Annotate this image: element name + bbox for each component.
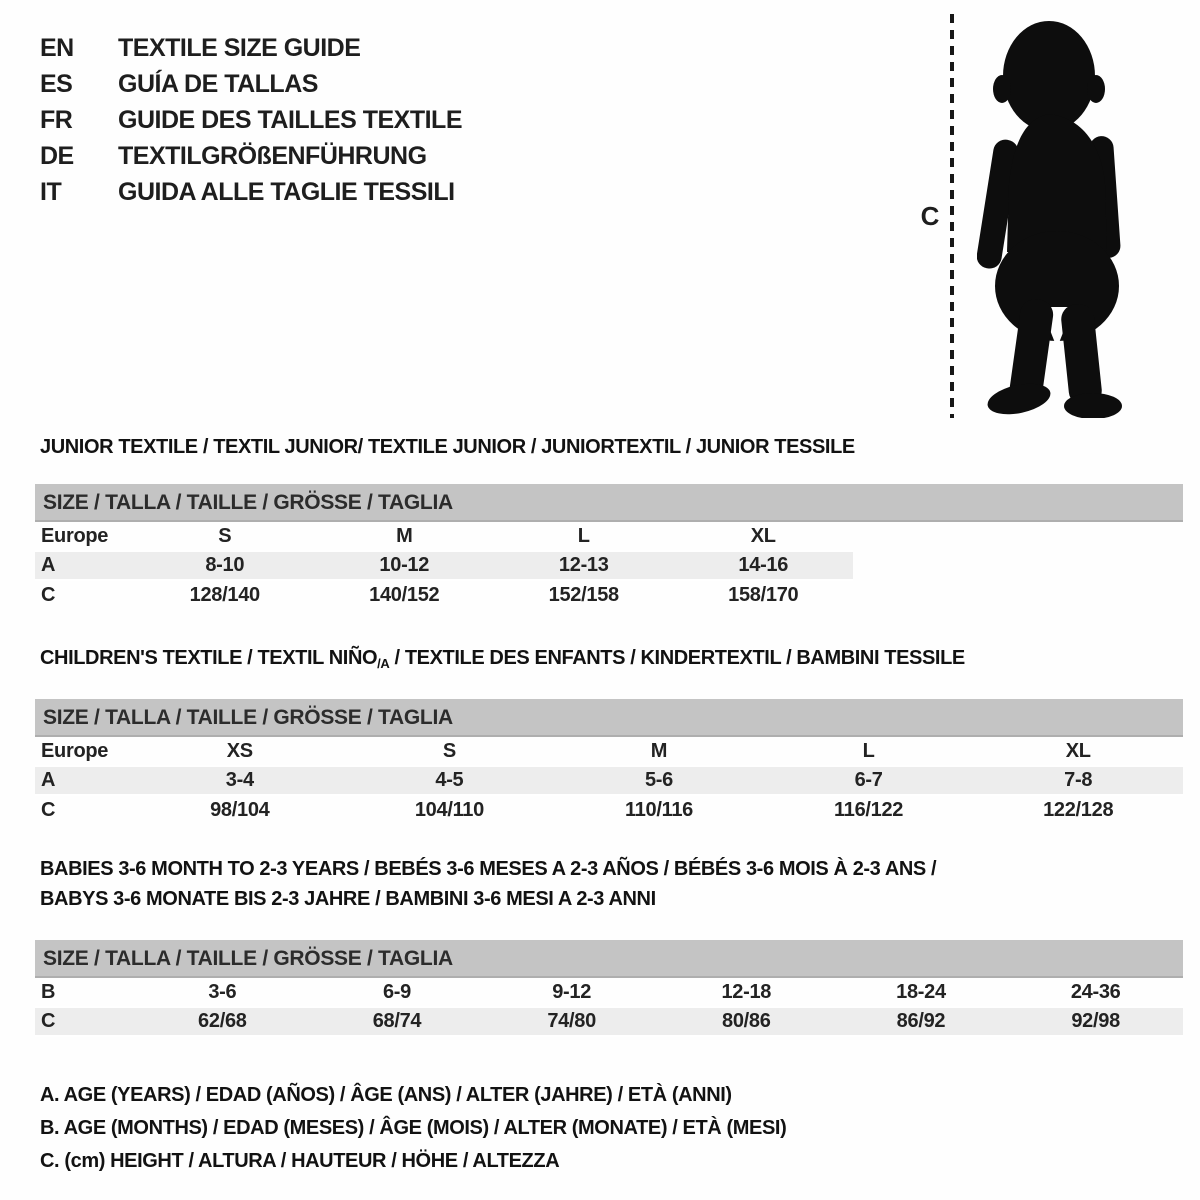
height-cell: 68/74 [310, 1007, 485, 1036]
size-cell: M [650, 739, 668, 762]
babies-title-line2: BABYS 3-6 MONATE BIS 2-3 JAHRE / BAMBINI 3-6 MESI A 2-3 ANNI [40, 888, 656, 910]
height-cell: 104/110 [414, 798, 484, 821]
age-cell: 6-9 [382, 980, 411, 1003]
height-cell: 80/86 [659, 1007, 834, 1036]
height-dashed-line [950, 14, 954, 418]
height-cell: 92/98 [1008, 1007, 1183, 1036]
legend-line-b: B. AGE (MONTHS) / EDAD (MESES) / ÂGE (MOIS) / ALTER (MONATE) / ETÀ (MESI) [40, 1117, 787, 1139]
age-cell: 24-36 [1070, 980, 1121, 1003]
age-cell: 14-16 [674, 551, 854, 580]
row-label: Europe [41, 739, 109, 762]
age-cell: 18-24 [896, 980, 946, 1003]
children-title-prefix: CHILDREN'S TEXTILE / TEXTIL NIÑO [40, 647, 378, 669]
language-code: FR [40, 105, 73, 134]
row-label: C [41, 798, 56, 821]
age-cell: 4-5 [345, 766, 555, 795]
language-title: GUÍA DE TALLAS [118, 69, 318, 98]
toddler-silhouette-icon [977, 14, 1139, 418]
height-cell: 158/170 [728, 583, 799, 606]
age-cell: 9-12 [552, 980, 592, 1003]
legend-line-a: A. AGE (YEARS) / EDAD (AÑOS) / ÂGE (ANS) / ALTER (JAHRE) / ETÀ (ANNI) [40, 1084, 732, 1106]
language-code: IT [40, 177, 62, 206]
height-cell: 152/158 [548, 583, 619, 606]
row-label: C [41, 583, 56, 606]
table-row [35, 795, 1183, 824]
children-title-subscript: /A [377, 656, 390, 671]
size-cell: L [862, 739, 875, 762]
language-code: EN [40, 33, 74, 62]
table-row [35, 551, 853, 580]
height-cell: 116/122 [834, 798, 904, 821]
height-cell: 140/152 [369, 583, 440, 606]
age-cell: 3-4 [135, 766, 345, 795]
babies-title-line1: BABIES 3-6 MONTH TO 2-3 YEARS / BEBÉS 3-6 MESES A 2-3 AÑOS / BÉBÉS 3-6 MOIS À 2-3 ANS / [40, 858, 937, 880]
age-cell: 5-6 [554, 766, 764, 795]
height-measure-figure [910, 14, 1139, 418]
age-cell: 7-8 [973, 766, 1183, 795]
babies-size-header: SIZE / TALLA / TAILLE / GRÖSSE / TAGLIA [35, 940, 1183, 978]
height-cell: 122/128 [1043, 798, 1114, 821]
row-label: C [35, 1007, 135, 1036]
row-label: A [35, 551, 135, 580]
language-code: DE [40, 141, 74, 170]
language-title: GUIDA ALLE TAGLIE TESSILI [118, 177, 455, 206]
size-cell: XS [226, 739, 253, 762]
junior-section-title: JUNIOR TEXTILE / TEXTIL JUNIOR/ TEXTILE JUNIOR / JUNIORTEXTIL / JUNIOR TESSILE [40, 436, 855, 458]
babies-size-table [35, 978, 1183, 1037]
age-cell: 10-12 [315, 551, 495, 580]
language-code: ES [40, 69, 73, 98]
size-cell: XL [750, 524, 776, 547]
height-cell: 62/68 [135, 1007, 310, 1036]
children-size-header: SIZE / TALLA / TAILLE / GRÖSSE / TAGLIA [35, 699, 1183, 737]
junior-size-table [35, 522, 853, 609]
size-cell: S [442, 739, 456, 762]
age-cell: 6-7 [764, 766, 974, 795]
size-cell: M [396, 524, 413, 547]
table-row [35, 737, 1183, 766]
age-cell: 12-18 [721, 980, 772, 1003]
row-label: B [41, 980, 56, 1003]
row-label: A [35, 766, 135, 795]
size-cell: XL [1065, 739, 1091, 762]
legend-line-c: C. (cm) HEIGHT / ALTURA / HAUTEUR / HÖHE / ALTEZZA [40, 1150, 560, 1172]
size-cell: L [577, 524, 590, 547]
legend [35, 1079, 1183, 1178]
header-area [35, 0, 1183, 418]
height-cell: 128/140 [189, 583, 260, 606]
children-size-table [35, 737, 1183, 824]
table-row [35, 766, 1183, 795]
age-cell: 3-6 [208, 980, 237, 1003]
table-row [35, 978, 1183, 1007]
junior-size-header: SIZE / TALLA / TAILLE / GRÖSSE / TAGLIA [35, 484, 1183, 522]
age-cell: 8-10 [135, 551, 315, 580]
babies-section-title [35, 854, 1183, 914]
size-cell: S [218, 524, 232, 547]
table-row [35, 580, 853, 609]
height-cell: 98/104 [210, 798, 270, 821]
table-row [35, 1007, 1183, 1036]
table-row [35, 522, 853, 551]
age-cell: 12-13 [494, 551, 674, 580]
height-cell: 110/116 [624, 798, 693, 821]
children-title-suffix: / TEXTILE DES ENFANTS / KINDERTEXTIL / BAMBINI TESSILE [389, 647, 965, 669]
language-title: TEXTILE SIZE GUIDE [118, 33, 361, 62]
language-title: GUIDE DES TAILLES TEXTILE [118, 105, 463, 134]
height-cell: 86/92 [834, 1007, 1009, 1036]
children-section-title [35, 645, 1183, 677]
row-label: Europe [41, 524, 109, 547]
height-cell: 74/80 [484, 1007, 659, 1036]
language-title: TEXTILGRÖßENFÜHRUNG [118, 141, 427, 170]
height-measure-label: C [920, 200, 940, 231]
